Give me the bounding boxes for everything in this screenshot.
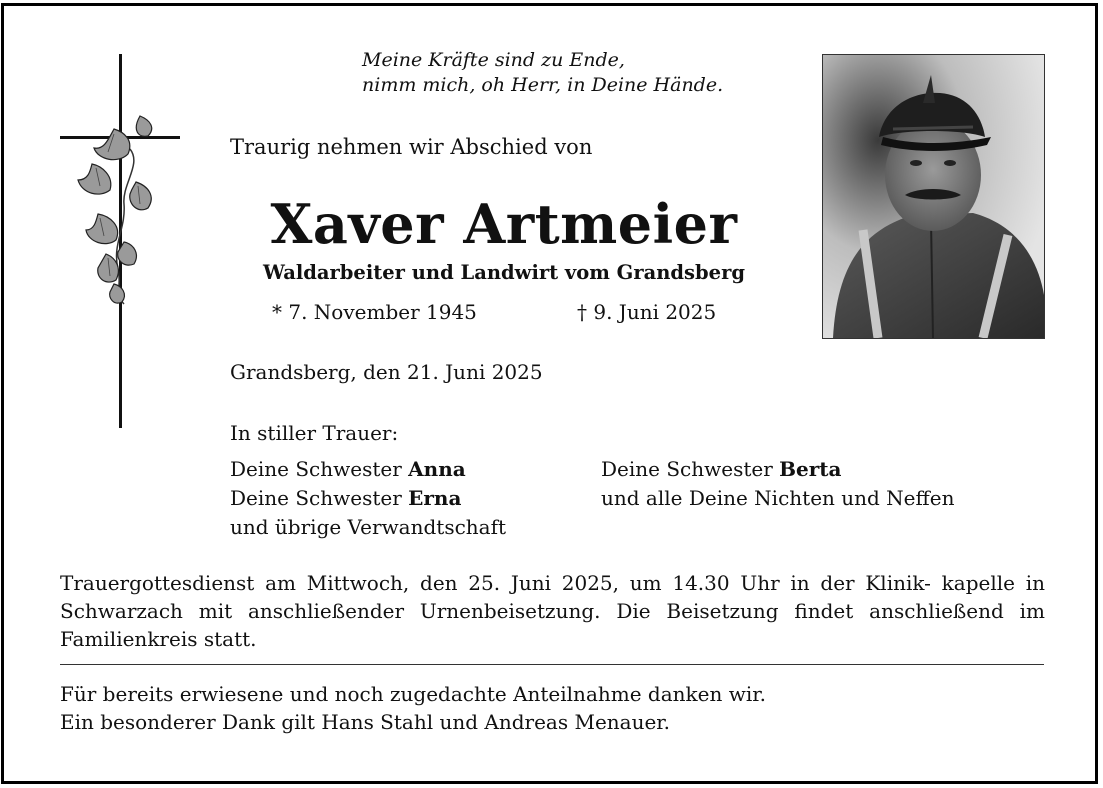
verse xyxy=(362,48,723,98)
portrait-illustration xyxy=(823,55,1044,338)
thanks-text xyxy=(60,680,766,736)
mourner-line: und übrige Verwandtschaft xyxy=(230,515,507,539)
verse-line-2: nimm mich, oh Herr, in Deine Hände. xyxy=(362,74,724,96)
mourners-left-column xyxy=(230,455,506,542)
mourner-line: Deine Schwester Anna xyxy=(230,457,466,481)
thanks-line-1: Für bereits erwiesene und noch zugedachte Anteilnahme danken wir. xyxy=(60,682,766,706)
portrait-photo xyxy=(822,54,1045,339)
service-line-1: Trauergottesdienst am Mittwoch, den 25. Juni 2025, um 14.30 Uhr in der Klinik- xyxy=(60,571,931,595)
verse-line-1: Meine Kräfte sind zu Ende, xyxy=(362,49,625,71)
mourner-line: Deine Schwester Erna xyxy=(230,486,462,510)
mourners-right-column xyxy=(601,455,954,513)
service-line-3: anschließend im Familienkreis statt. xyxy=(60,599,1045,651)
service-announcement xyxy=(60,569,1045,653)
intro-text: Traurig nehmen wir Abschied von xyxy=(230,135,593,159)
place-date: Grandsberg, den 21. Juni 2025 xyxy=(230,360,543,384)
cross-with-hop-vine-icon xyxy=(52,54,192,432)
mourners-heading: In stiller Trauer: xyxy=(230,421,399,445)
death-date: † 9. Juni 2025 xyxy=(577,300,717,324)
deceased-occupation: Waldarbeiter und Landwirt vom Grandsberg xyxy=(263,261,745,284)
mourner-line: Deine Schwester Berta xyxy=(601,457,842,481)
deceased-name: Xaver Artmeier xyxy=(270,192,738,256)
thanks-line-2: Ein besonderer Dank gilt Hans Stahl und Andreas Menauer. xyxy=(60,710,671,734)
mourner-line: und alle Deine Nichten und Neffen xyxy=(601,486,955,510)
divider xyxy=(60,664,1044,665)
birth-date: * 7. November 1945 xyxy=(272,300,477,324)
obituary-notice xyxy=(1,3,1098,784)
service-line-2: kapelle in Schwarzach mit anschließender Urnenbeisetzung. Die Beisetzung findet xyxy=(60,571,1046,623)
